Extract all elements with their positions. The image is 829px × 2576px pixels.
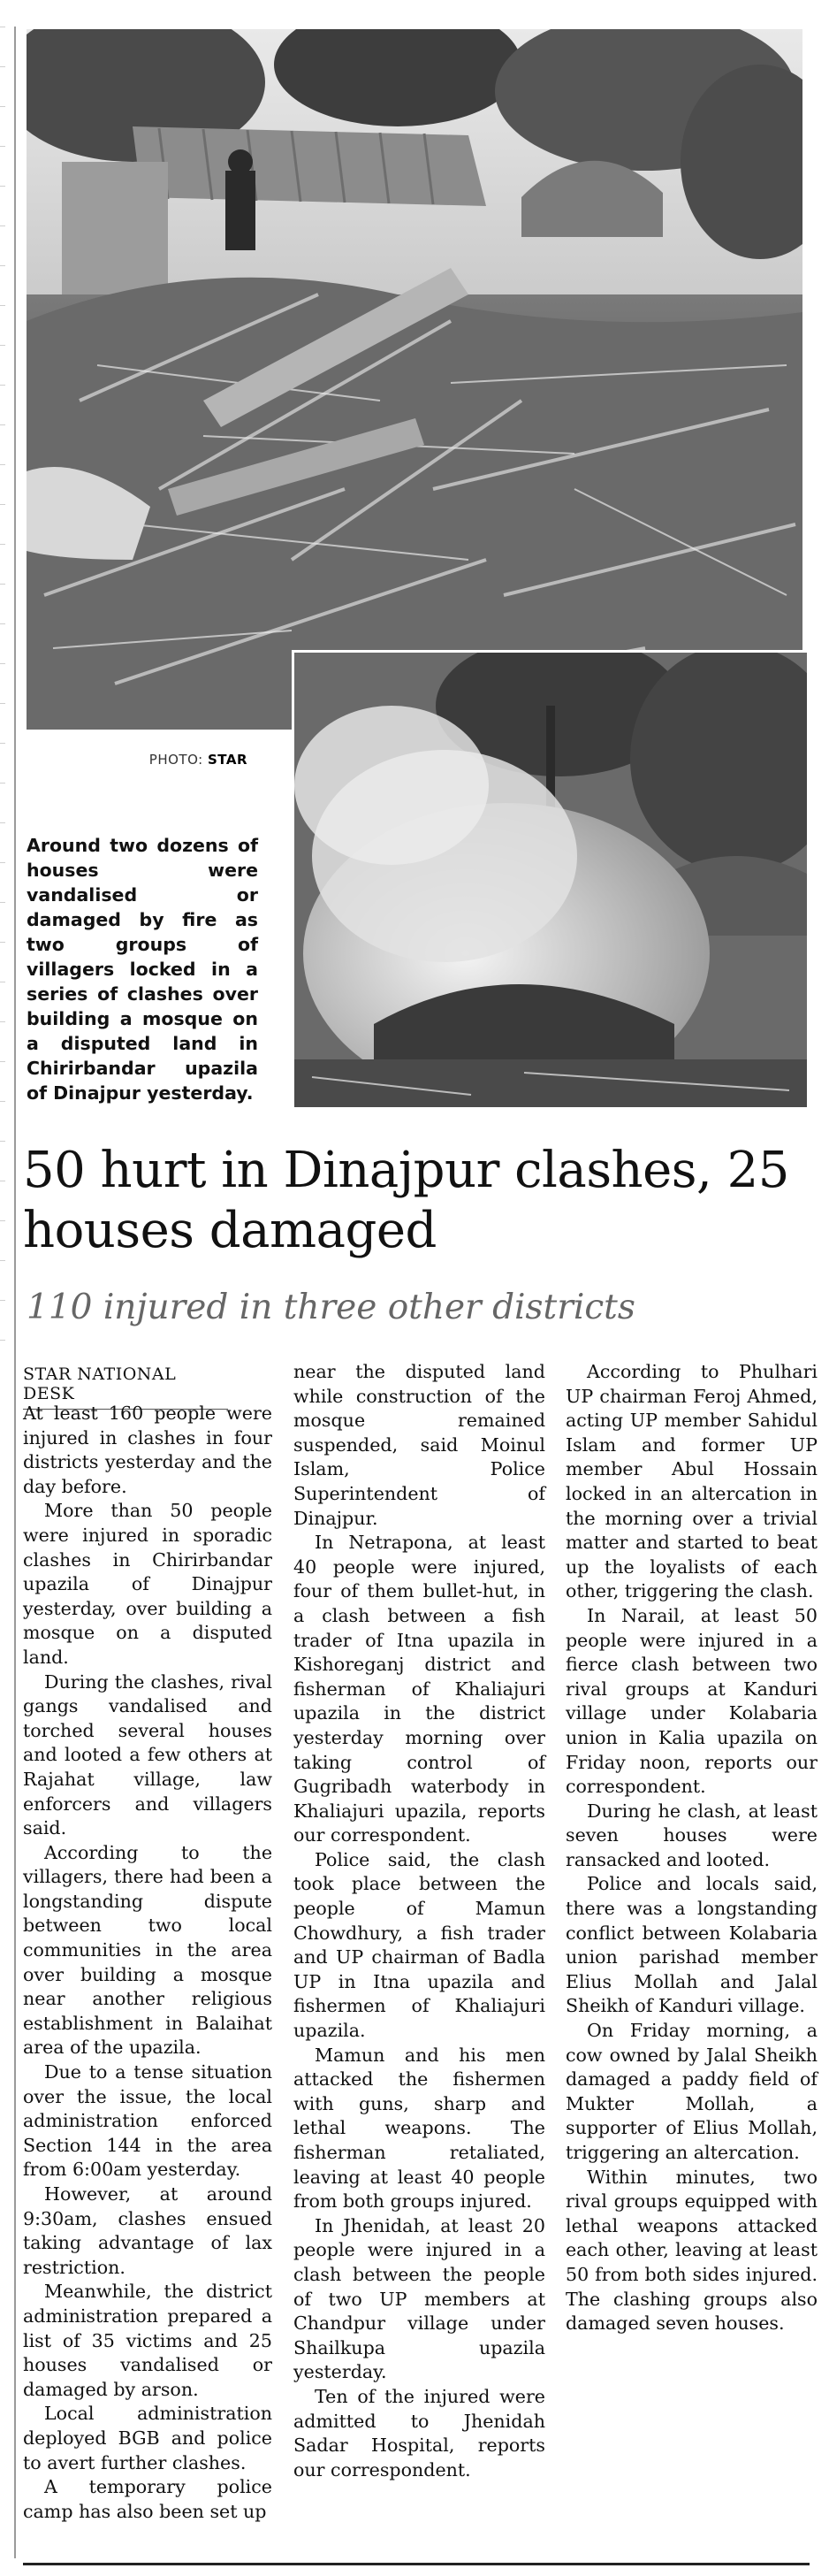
photo-credit: [27, 752, 247, 768]
article-paragraph: During the clashes, rival gangs vandalised and torched several houses and looted a few others at Rajahat village, law enforcers and villagers said.: [23, 1670, 272, 1839]
article-paragraph: However, at around 9:30am, clashes ensued taking advantage of lax restriction.: [23, 2183, 272, 2278]
photo-credit-prefix: PHOTO:: [148, 752, 203, 768]
subheadline: 110 injured in three other districts: [27, 1288, 635, 1327]
article-paragraph: Within minutes, two rival groups equipped with lethal weapons attacked each other, leaving at least 50 from both sides injured. The clashing groups also damaged seven houses.: [566, 2166, 818, 2335]
article-paragraph: In Netrapona, at least 40 people were injured, four of them bullet-hut, in a clash between a fish trader of Itna upazila in Kishoreganj district and fisherman of Khaliajuri upazila in the district yesterday morning over taking control of Gugribadh waterbody in Khaliajuri upazila, reports our correspondent.: [293, 1532, 545, 1846]
article-paragraph: near the disputed land while construction of the mosque remained suspended, said Moinul Islam, Police Superintendent of Dinajpur.: [293, 1361, 545, 1529]
article-paragraph: Local administration deployed BGB and police to avert further clashes.: [23, 2403, 272, 2473]
article-column-1: [23, 1402, 272, 2524]
article-column-3: [566, 1360, 818, 2336]
damaged-houses-illustration: [27, 29, 802, 730]
photo-caption: Around two dozens of houses were vandalised or damaged by fire as two groups of villagers locked in a series of clashes over building a mosque on a disputed land in Chirirbandar upazila of Dinajpur yesterday.: [27, 835, 258, 1104]
article-paragraph: According to Phulhari UP chairman Feroj Ahmed, acting UP member Sahidul Islam and former UP member Abul Hossain locked in an altercation in the morning over a trivial matter and started to beat up the loyalists of each other, triggering the clash.: [566, 1361, 818, 1602]
article-paragraph: Police said, the clash took place between the people of Mamun Chowdhury, a fish trader and UP chairman of Badla UP in Itna upazila and fishermen of Khaliajuri upazila.: [293, 1848, 545, 2042]
article-paragraph: At least 160 people were injured in clashes in four districts yesterday and the day before.: [23, 1403, 272, 1497]
article-paragraph: During he clash, at least seven houses were ransacked and looted.: [566, 1800, 818, 1870]
column-rule: [14, 27, 16, 2558]
bottom-rule: [23, 2563, 810, 2565]
headline: 50 hurt in Dinajpur clashes, 25 houses damaged: [23, 1142, 789, 1259]
burning-hut-illustration: [294, 653, 807, 1107]
article-paragraph: A temporary police camp has also been set up: [23, 2476, 272, 2522]
page-margin-marks: [0, 27, 5, 1371]
article-paragraph: In Jhenidah, at least 20 people were injured in a clash between the people of two UP members at Chandpur village under Shailkupa upazila yesterday.: [293, 2214, 545, 2383]
burning-hut-photo: [292, 650, 807, 1107]
article-paragraph: Ten of the injured were admitted to Jhenidah Sadar Hospital, reports our correspondent.: [293, 2385, 545, 2480]
byline: STAR NATIONAL DESK: [23, 1364, 228, 1410]
article-paragraph: According to the villagers, there had been a longstanding dispute between two local communities in the area over building a mosque near another religious establishment in Balaihat area of the upazila.: [23, 1841, 272, 2059]
photo-credit-source: STAR: [207, 752, 247, 768]
article-paragraph: Mamun and his men attacked the fishermen with guns, sharp and lethal weapons. The fisherman retaliated, leaving at least 40 people from both groups injured.: [293, 2044, 545, 2213]
article-paragraph: Meanwhile, the district administration prepared a list of 35 victims and 25 houses vandalised or damaged by arson.: [23, 2281, 272, 2400]
article-paragraph: Police and locals said, there was a longstanding conflict between Kolabaria union parishad member Elius Mollah and Jalal Sheikh of Kanduri village.: [566, 1873, 818, 2017]
article-paragraph: Due to a tense situation over the issue, the local administration enforced Section 144 in the area from 6:00am yesterday.: [23, 2061, 272, 2181]
article-paragraph: More than 50 people were injured in sporadic clashes in Chirirbandar upazila of Dinajpur yesterday, over building a mosque on a disputed land.: [23, 1500, 272, 1668]
article-column-2: [293, 1360, 545, 2482]
article-paragraph: On Friday morning, a cow owned by Jalal Sheikh damaged a paddy field of Mukter Mollah, a supporter of Elius Mollah, triggering an altercation.: [566, 2020, 818, 2163]
article-paragraph: In Narail, at least 50 people were injured in a fierce clash between two rival groups at Kanduri village under Kolabaria union in Kalia upazila on Friday noon, reports our correspondent.: [566, 1604, 818, 1798]
damaged-houses-photo: [27, 29, 802, 730]
